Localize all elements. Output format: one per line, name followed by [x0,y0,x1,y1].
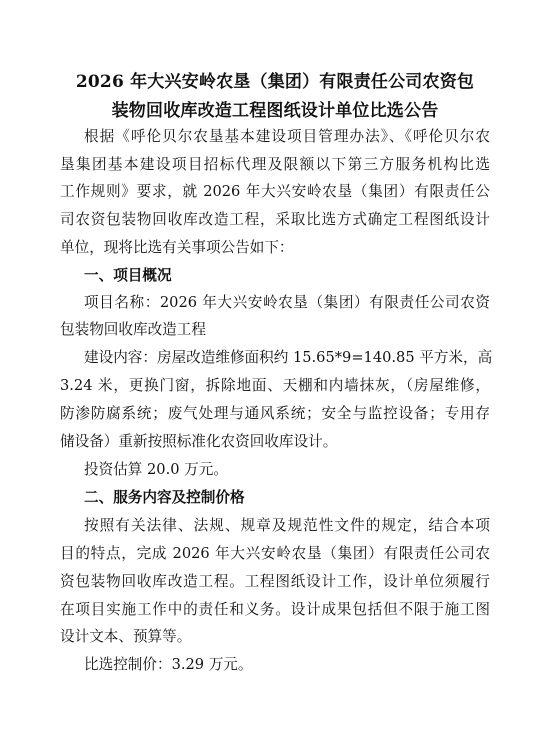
intro-paragraph-line-2: 垦集团基本建设项目招标代理及限额以下第三方服务机构比选 [60,156,490,173]
construction-content-line-4: 储设备）重新按照标准化农资回收库设计。 [60,433,338,450]
service-body-line-4: 在项目实施工作中的责任和义务。设计成果包括但不限于施工图 [60,601,490,618]
construction-content-line-3: 防渗防腐系统；废气处理与通风系统；安全与监控设备；专用存 [60,405,490,422]
project-name-line-1: 项目名称：2026 年大兴安岭农垦（集团）有限责任公司农资 [84,294,490,311]
document-title-line-1: 2026 年大兴安岭农垦（集团）有限责任公司农资包 [75,72,475,92]
investment-estimate: 投资估算 20.0 万元。 [84,461,228,478]
service-body-line-2: 目的特点，完成 2026 年大兴安岭农垦（集团）有限责任公司农 [60,545,490,562]
service-body-line-5: 设计文本、预算等。 [60,628,192,645]
service-body-line-3: 资包装物回收库改造工程。工程图纸设计工作，设计单位须履行 [60,573,490,590]
construction-content-line-2: 3.24 米，更换门窗，拆除地面、天棚和内墙抹灰，（房屋维修， [60,377,490,394]
construction-content-line-1: 建设内容：房屋改造维修面积约 15.65*9=140.85 平方米，高 [84,349,493,366]
intro-paragraph-line-5: 单位，现将比选有关事项公告如下： [60,239,294,256]
service-body-line-1: 按照有关法律、法规、规章及规范性文件的规定，结合本项 [84,517,490,534]
document-title-line-2: 装物回收库改造工程图纸设计单位比选公告 [111,101,439,121]
intro-paragraph-line-1: 根据《呼伦贝尔农垦基本建设项目管理办法》、《呼伦贝尔农 [84,128,490,145]
section-heading-service-content: 二、服务内容及控制价格 [84,489,245,506]
intro-paragraph-line-4: 司农资包装物回收库改造工程，采取比选方式确定工程图纸设计 [60,211,490,228]
section-heading-project-overview: 一、项目概况 [84,267,172,284]
control-price: 比选控制价：3.29 万元。 [84,656,253,673]
intro-paragraph-line-3: 工作规则》要求，就 2026 年大兴安岭农垦（集团）有限责任公 [60,183,490,200]
project-name-line-2: 包装物回收库改造工程 [60,321,206,338]
